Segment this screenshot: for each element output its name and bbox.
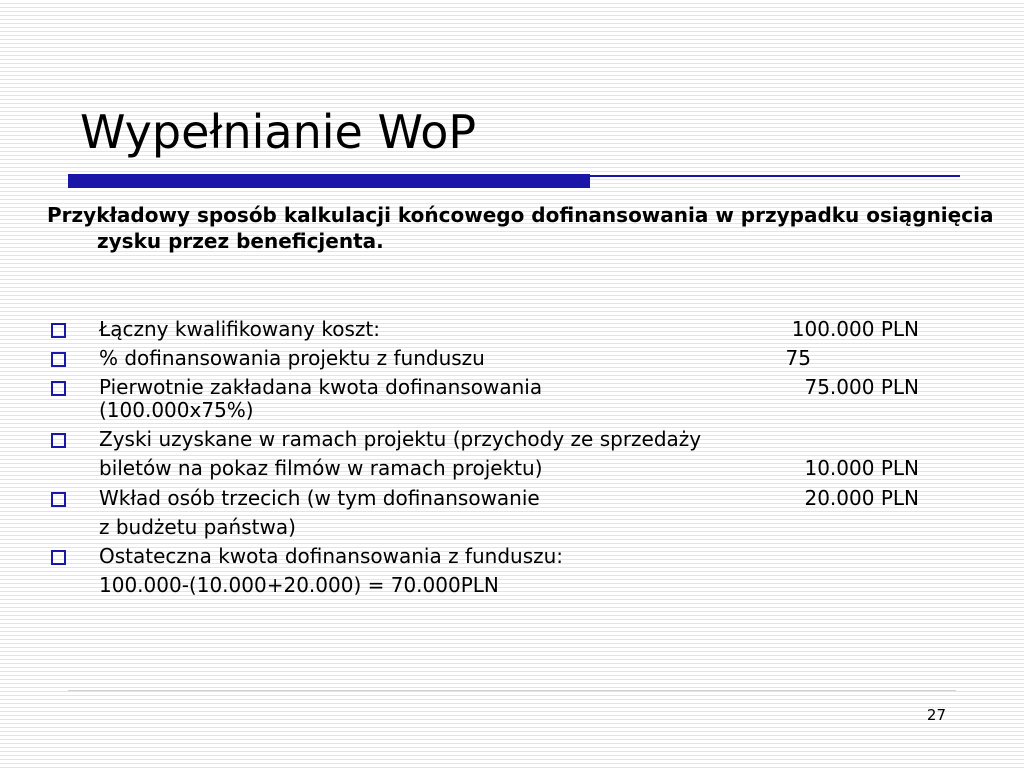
list-item-text: Łączny kwalifikowany koszt: bbox=[99, 317, 380, 341]
square-bullet-icon bbox=[51, 550, 66, 565]
slide-title: Wypełnianie WoP bbox=[80, 105, 477, 159]
list-item-continuation: biletów na pokaz filmów w ramach projektu) bbox=[99, 456, 543, 480]
list-item bbox=[99, 485, 540, 511]
list-item bbox=[99, 316, 380, 342]
list-item-text: Wkład osób trzecich (w tym dofinansowanie bbox=[99, 486, 540, 510]
title-underline-thick bbox=[68, 174, 590, 188]
list-item-text: Zyski uzyskane w ramach projektu (przychody ze sprzedaży bbox=[99, 427, 702, 451]
list-item bbox=[99, 345, 485, 371]
list-item bbox=[99, 426, 701, 452]
list-item-value: 100.000 PLN bbox=[791, 317, 919, 341]
list-item bbox=[99, 543, 563, 569]
list-item-value: 75.000 PLN bbox=[804, 375, 919, 399]
list-item-text: % dofinansowania projektu z funduszu bbox=[99, 346, 485, 370]
intro-paragraph: Przykładowy sposób kalkulacji końcowego dofinansowania w przypadku osiągnięcia zysku przez beneficjenta. bbox=[47, 203, 994, 253]
list-item-continuation: 100.000-(10.000+20.000) = 70.000PLN bbox=[99, 573, 499, 597]
title-underline-thin bbox=[590, 175, 960, 177]
list-item-text: Ostateczna kwota dofinansowania z funduszu: bbox=[99, 544, 564, 568]
footer-divider bbox=[68, 690, 956, 691]
page-number: 27 bbox=[926, 706, 946, 724]
list-item-value: 10.000 PLN bbox=[804, 456, 919, 480]
list-item-text: Pierwotnie zakładana kwota dofinansowania bbox=[99, 375, 543, 399]
list-item-value: 20.000 PLN bbox=[804, 486, 919, 510]
list-item-continuation: z budżetu państwa) bbox=[99, 515, 296, 539]
list-item-value: 75 bbox=[785, 346, 811, 370]
square-bullet-icon bbox=[51, 433, 66, 448]
square-bullet-icon bbox=[51, 492, 66, 507]
square-bullet-icon bbox=[51, 323, 66, 338]
list-item-continuation: (100.000x75%) bbox=[99, 398, 254, 422]
square-bullet-icon bbox=[51, 381, 66, 396]
square-bullet-icon bbox=[51, 352, 66, 367]
